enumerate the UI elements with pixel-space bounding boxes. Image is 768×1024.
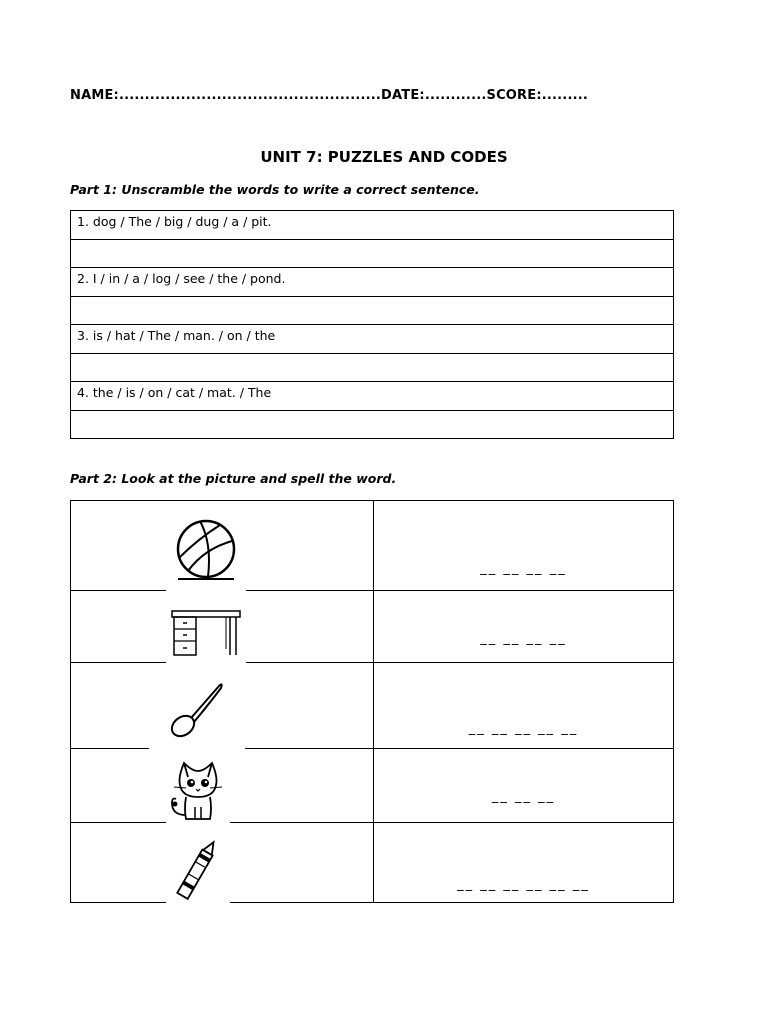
desk-icon: [166, 595, 246, 667]
name-field[interactable]: ...................................................: [118, 88, 382, 103]
part2-heading: Part 2: Look at the picture and spell the word.: [70, 471, 397, 486]
spelling-cell[interactable]: [374, 749, 674, 823]
prompt-1: 1. dog / The / big / dug / a / pit.: [71, 211, 674, 240]
crayon-icon: [166, 827, 230, 911]
spoon-icon: [149, 667, 245, 753]
ball-icon: [166, 509, 246, 593]
answer-line-2[interactable]: [71, 296, 674, 325]
part1-table: [70, 210, 674, 439]
name-label: NAME:: [70, 88, 119, 103]
spelling-cell[interactable]: [374, 501, 674, 591]
letter-blanks[interactable]: __ __ __ __: [480, 561, 567, 576]
prompt-2: 2. I / in / a / log / see / the / pond.: [71, 268, 674, 297]
letter-blanks[interactable]: __ __ __ __ __: [468, 721, 579, 736]
part2-table: [70, 500, 674, 903]
letter-blanks[interactable]: __ __ __ __ __ __: [457, 877, 590, 892]
picture-cell: [71, 749, 374, 823]
cat-icon: [166, 753, 230, 827]
answer-line-4[interactable]: [71, 410, 674, 439]
worksheet-title: UNIT 7: PUZZLES AND CODES: [260, 148, 508, 166]
spelling-cell[interactable]: [374, 823, 674, 903]
prompt-4: 4. the / is / on / cat / mat. / The: [71, 382, 674, 411]
letter-blanks[interactable]: __ __ __: [491, 789, 556, 804]
answer-line-1[interactable]: [71, 239, 674, 268]
score-label: SCORE:: [486, 88, 542, 103]
student-info-line: [70, 88, 588, 103]
prompt-3: 3. is / hat / The / man. / on / the: [71, 325, 674, 354]
picture-cell: [71, 591, 374, 663]
picture-cell: [71, 823, 374, 903]
letter-blanks[interactable]: __ __ __ __: [480, 631, 567, 646]
spelling-cell[interactable]: [374, 591, 674, 663]
spelling-cell[interactable]: [374, 663, 674, 749]
picture-cell: [71, 663, 374, 749]
date-field[interactable]: ............: [424, 88, 487, 103]
date-label: DATE:: [381, 88, 425, 103]
part1-heading: Part 1: Unscramble the words to write a correct sentence.: [70, 182, 480, 197]
picture-cell: [71, 501, 374, 591]
answer-line-3[interactable]: [71, 353, 674, 382]
score-field[interactable]: .........: [541, 88, 588, 103]
